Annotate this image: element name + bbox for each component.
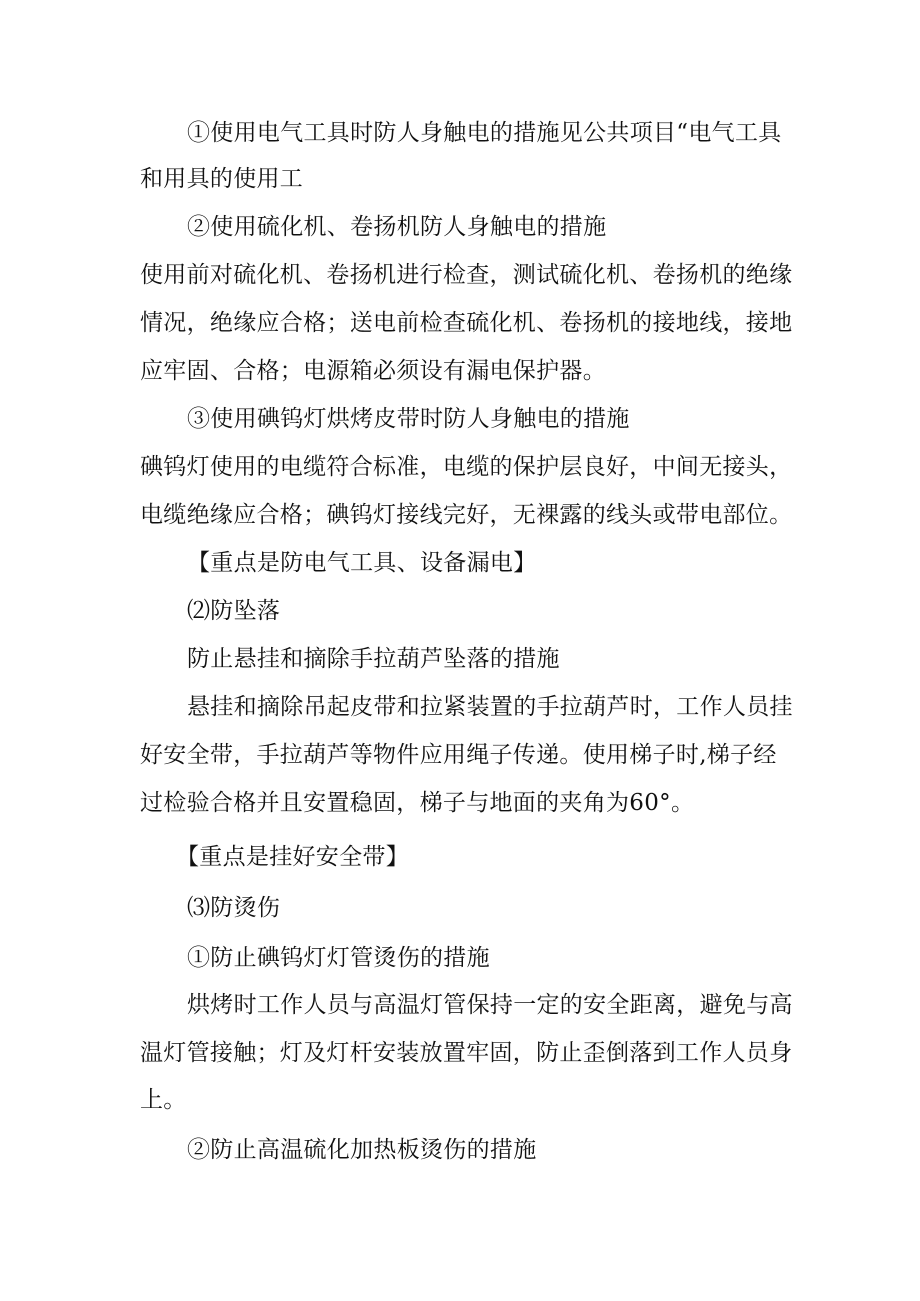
paragraph-line: ②使用硫化机、卷扬机防人身触电的措施 (187, 214, 607, 240)
paragraph-line: ③使用碘钨灯烘烤皮带时防人身触电的措施 (187, 406, 630, 432)
paragraph-line: 电缆绝缘应合格；碘钨灯接线完好，无裸露的线头或带电部位。 (140, 502, 793, 528)
paragraph-line: 碘钨灯使用的电缆符合标准，电缆的保护层良好，中间无接头， (140, 454, 793, 480)
paragraph-line: 悬挂和摘除吊起皮带和拉紧装置的手拉葫芦时，工作人员挂 (187, 694, 793, 720)
paragraph-line: ②防止高温硫化加热板烫伤的措施 (187, 1137, 537, 1163)
section-emphasis: 【重点是防电气工具、设备漏电】 (187, 550, 537, 576)
paragraph-line: 温灯管接触；灯及灯杆安装放置牢固，防止歪倒落到工作人员身 (140, 1040, 793, 1066)
section-heading: ⑶防烫伤 (187, 895, 281, 921)
paragraph-line: 过检验合格并且安置稳固，梯子与地面的夹角为60°。 (140, 790, 695, 816)
paragraph-line: 好安全带，手拉葫芦等物件应用绳子传递。使用梯子时,梯子经 (140, 742, 777, 768)
paragraph-line: 防止悬挂和摘除手拉葫芦坠落的措施 (187, 646, 560, 672)
paragraph-line: 烘烤时工作人员与高温灯管保持一定的安全距离，避免与高 (187, 992, 793, 1018)
paragraph-line: ①防止碘钨灯灯管烫伤的措施 (187, 945, 490, 971)
section-heading: ⑵防坠落 (187, 598, 281, 624)
paragraph-line: 和用具的使用工 (140, 166, 304, 192)
section-emphasis: 【重点是挂好安全带】 (176, 844, 409, 870)
paragraph-line: 使用前对硫化机、卷扬机进行检查，测试硫化机、卷扬机的绝缘 (140, 262, 793, 288)
paragraph-line: 上。 (140, 1087, 187, 1113)
paragraph-line: 应牢固、合格；电源箱必须设有漏电保护器。 (140, 358, 606, 384)
paragraph-line: 情况，绝缘应合格；送电前检查硫化机、卷扬机的接地线，接地 (140, 310, 793, 336)
paragraph-line: ①使用电气工具时防人身触电的措施见公共项目“电气工具 (187, 120, 782, 146)
